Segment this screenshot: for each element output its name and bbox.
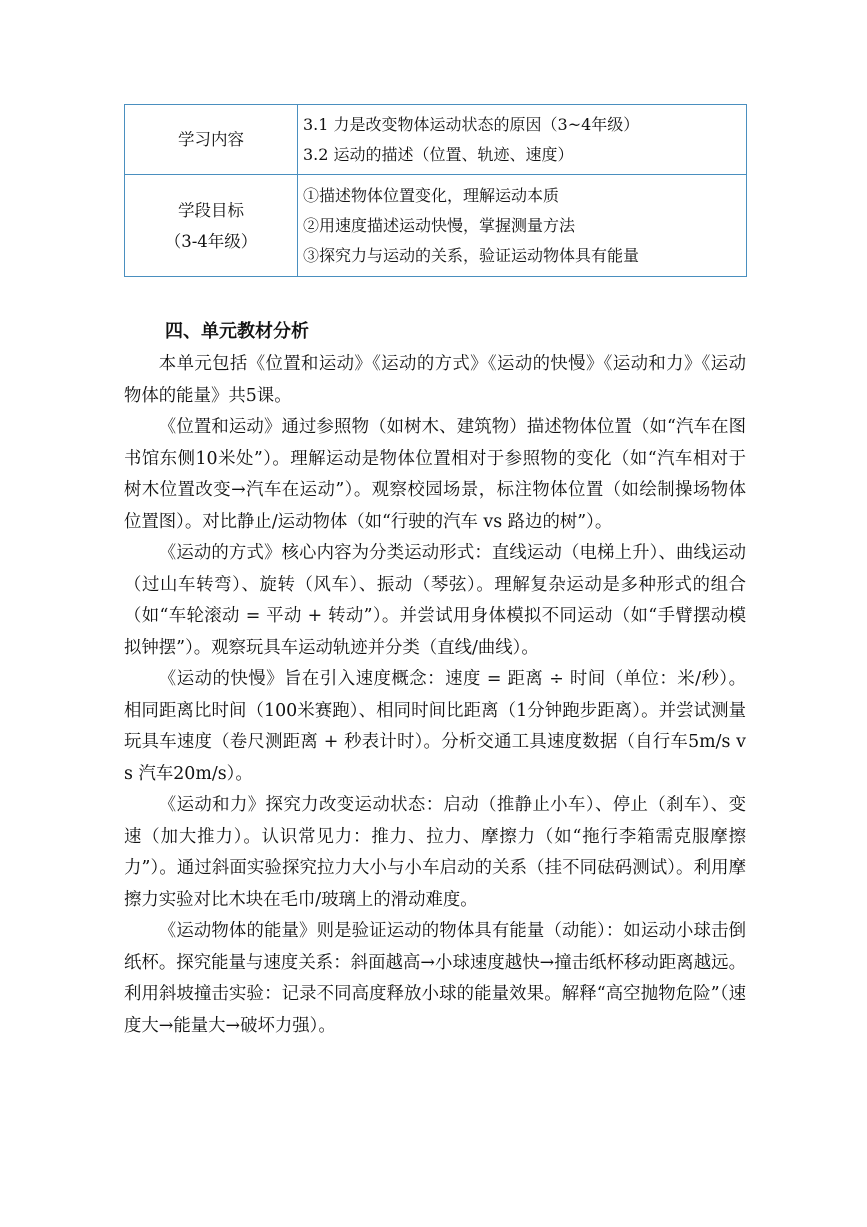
paragraph-motion-types: 《运动的方式》核心内容为分类运动形式：直线运动（电梯上升）、曲线运动（过山车转弯）、旋转（风车）、振动（琴弦）。理解复杂运动是多种形式的组合（如“车轮滚动 = 平动 + 转动”）。并尝试用身体模拟不同运动（如“手臂摆动模拟钟摆”）。观察玩具车运动轨迹并分类（直线/曲线）。 (124, 543, 746, 658)
paragraph-intro: 本单元包括《位置和运动》《运动的方式》《运动的快慢》《运动和力》《运动物体的能量》共5课。 (124, 354, 746, 406)
table-value-cell (298, 175, 747, 277)
section-heading: 四、单元教材分析 (165, 321, 309, 342)
paragraph-motion-energy: 《运动物体的能量》则是验证运动的物体具有能量（动能）：如运动小球击倒纸杯。探究能量与速度关系：斜面越高→小球速度越快→撞击纸杯移动距离越远。利用斜坡撞击实验：记录不同高度释放小球的能量效果。解释“高空抛物危险”（速度大→能量大→破坏力强）。 (124, 921, 746, 1036)
paragraph-position-motion: 《位置和运动》通过参照物（如树木、建筑物）描述物体位置（如“汽车在图书馆东侧10米处”）。理解运动是物体位置相对于参照物的变化（如“汽车相对于树木位置改变→汽车在运动”）。观察校园场景，标注物体位置（如绘制操场物体位置图）。对比静止/运动物体（如“行驶的汽车 vs 路边的树”）。 (124, 417, 746, 532)
paragraph-motion-force: 《运动和力》探究力改变运动状态：启动（推静止小车）、停止（刹车）、变速（加大推力）。认识常见力：推力、拉力、摩擦力（如“拖行李箱需克服摩擦力”）。通过斜面实验探究拉力大小与小车启动的关系（挂不同砝码测试）。利用摩擦力实验对比木块在毛巾/玻璃上的滑动难度。 (124, 795, 746, 910)
section-body (124, 349, 746, 1042)
table-label-cell (125, 175, 298, 277)
table-label: 学段目标 (178, 200, 244, 220)
table-row-stage-goals (125, 175, 747, 277)
table-value-line: 3.1 力是改变物体运动状态的原因（3~4年级） (303, 114, 640, 134)
curriculum-table (124, 104, 747, 277)
table-value-line: ①描述物体位置变化，理解运动本质 (303, 185, 560, 205)
table-label-grade: （3-4年级） (164, 231, 258, 251)
table-row-learning-content (125, 105, 747, 175)
table-label: 学习内容 (178, 130, 244, 149)
table-value-line: 3.2 运动的描述（位置、轨迹、速度） (303, 144, 574, 164)
table-value-line: ③探究力与运动的关系，验证运动物体具有能量 (303, 245, 640, 265)
paragraph-motion-speed: 《运动的快慢》旨在引入速度概念：速度 = 距离 ÷ 时间（单位：米/秒）。相同距离比时间（100米赛跑）、相同时间比距离（1分钟跑步距离）。并尝试测量玩具车速度（卷尺测距离 + 秒表计时）。分析交通工具速度数据（自行车5m/s vs 汽车20m/s）。 (124, 669, 746, 784)
table-value-cell (298, 105, 747, 175)
table-label-cell (125, 105, 298, 175)
table-value-line: ②用速度描述运动快慢，掌握测量方法 (303, 215, 576, 235)
